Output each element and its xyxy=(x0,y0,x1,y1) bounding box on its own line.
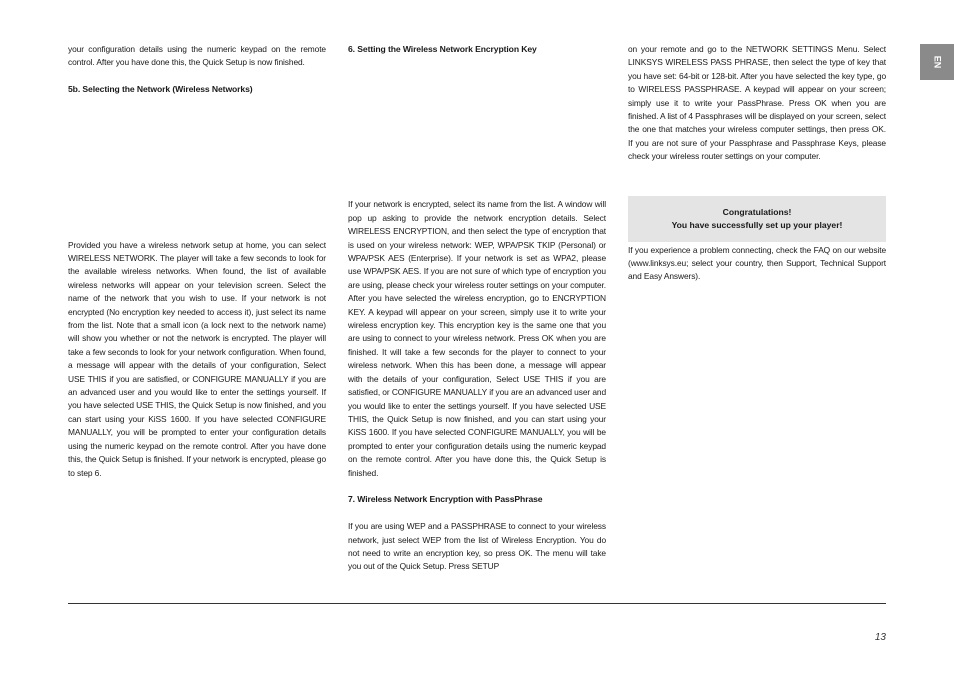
congratulations-message: You have successfully set up your player! xyxy=(671,220,843,230)
footer-divider xyxy=(68,603,886,604)
paragraph-wireless-network: Provided you have a wireless network setup at home, you can select WIRELESS NETWORK. The player will take a few seconds to look for the available wireless networks. When found, the list of available wireless networks will appear on your television screen. Select the name of the network that you wish to use. If your network is not encrypted (No encryption key needed to access it), just select its name from the list. Note that a small icon (a lock next to the network name) will show you whether or not the network is encrypted. The player will take a few seconds to look for your network configuration. When found, a message will appear with the details of your configuration, Select USE THIS if you are satisfied, or CONFIGURE MANUALLY if you are an advanced user and you would like to enter the settings yourself. If you have selected USE THIS, the Quick Setup is now finished, and you can start using your KiSS 1600. If you have selected CONFIGURE MANUALLY, you will be prompted to enter your configuration details using the numeric keypad on the remote control. After you have done this, the Quick Setup is finished. If your network is encrypted, please go to step 6. xyxy=(68,239,326,478)
congratulations-box xyxy=(628,196,886,242)
heading-5b: 5b. Selecting the Network (Wireless Networks) xyxy=(68,84,253,95)
heading-7: 7. Wireless Network Encryption with PassPhrase xyxy=(348,494,543,505)
paragraph-remote-settings: on your remote and go to the NETWORK SETTINGS Menu. Select LINKSYS WIRELESS PASS PHRASE, then select the type of key that you have set: 64-bit or 128-bit. After you have selected the key type, go to WIRELESS PASSPHRASE. A keypad will appear on your screen; simply use it to write your PassPhrase. Press OK when you are finished. A list of 4 Passphrases will be displayed on your screen, select the one that matches your wireless computer settings, then press OK. If you are not sure of your Passphrase and Passphrase Keys, please check your wireless router settings on your computer. xyxy=(628,44,886,162)
congratulations-title: Congratulations! xyxy=(722,206,792,217)
heading-6: 6. Setting the Wireless Network Encryption Key xyxy=(348,44,537,54)
paragraph-encrypted: If your network is encrypted, select its name from the list. A window will pop up asking to provide the network encryption details. Select WIRELESS ENCRYPTION, and then select the type of encryption that is used on your wireless network: WEP, WPA/PSK TKIP (Personal) or WPA/PSK AES (Enterprise). If your network is set as WPA2, please use WPA/PSK AES. If you are not sure of which type of encryption you are using, please check your wireless router settings on your computer. After you have selected the wireless encryption, go to ENCRYPTION KEY. A keypad will appear on your screen, simply use it to write your wireless encryption key. This encryption key is the same one that you are using to connect to your wireless network. Press OK when you are finished. It will take a few seconds for the player to connect to your wireless network. When this has been done, a message will appear with the details of your configuration, Select USE THIS if you are satisfied, or CONFIGURE MANUALLY if you are an advanced user and you would like to enter the settings yourself. If you have selected USE THIS, the Quick Setup is now finished, and you can start using your KiSS 1600. If you have selected CONFIGURE MANUALLY, you will be prompted to enter your configuration details using the numeric keypad on the remote control. After you have done this, the Quick Setup is finished. xyxy=(348,199,606,478)
column-middle xyxy=(348,43,606,574)
page-number: 13 xyxy=(874,632,886,643)
column-right xyxy=(628,43,886,284)
language-tab-label: EN xyxy=(931,55,942,69)
paragraph-wep: If you are using WEP and a PASSPHRASE to connect to your wireless network, just select WEP from the list of Wireless Encryption. You do not need to write an encryption key, so press OK. The menu will take you out of the Quick Setup. Press SETUP xyxy=(348,521,606,572)
paragraph-problem: If you experience a problem connecting, check the FAQ on our website (www.linksys.eu; select your country, then Support, Technical Support and Easy Answers). xyxy=(628,244,886,282)
language-tab xyxy=(920,44,954,80)
column-left xyxy=(68,43,326,480)
paragraph-continue: your configuration details using the numeric keypad on the remote control. After you have done this, the Quick Setup is now finished. xyxy=(68,44,326,68)
